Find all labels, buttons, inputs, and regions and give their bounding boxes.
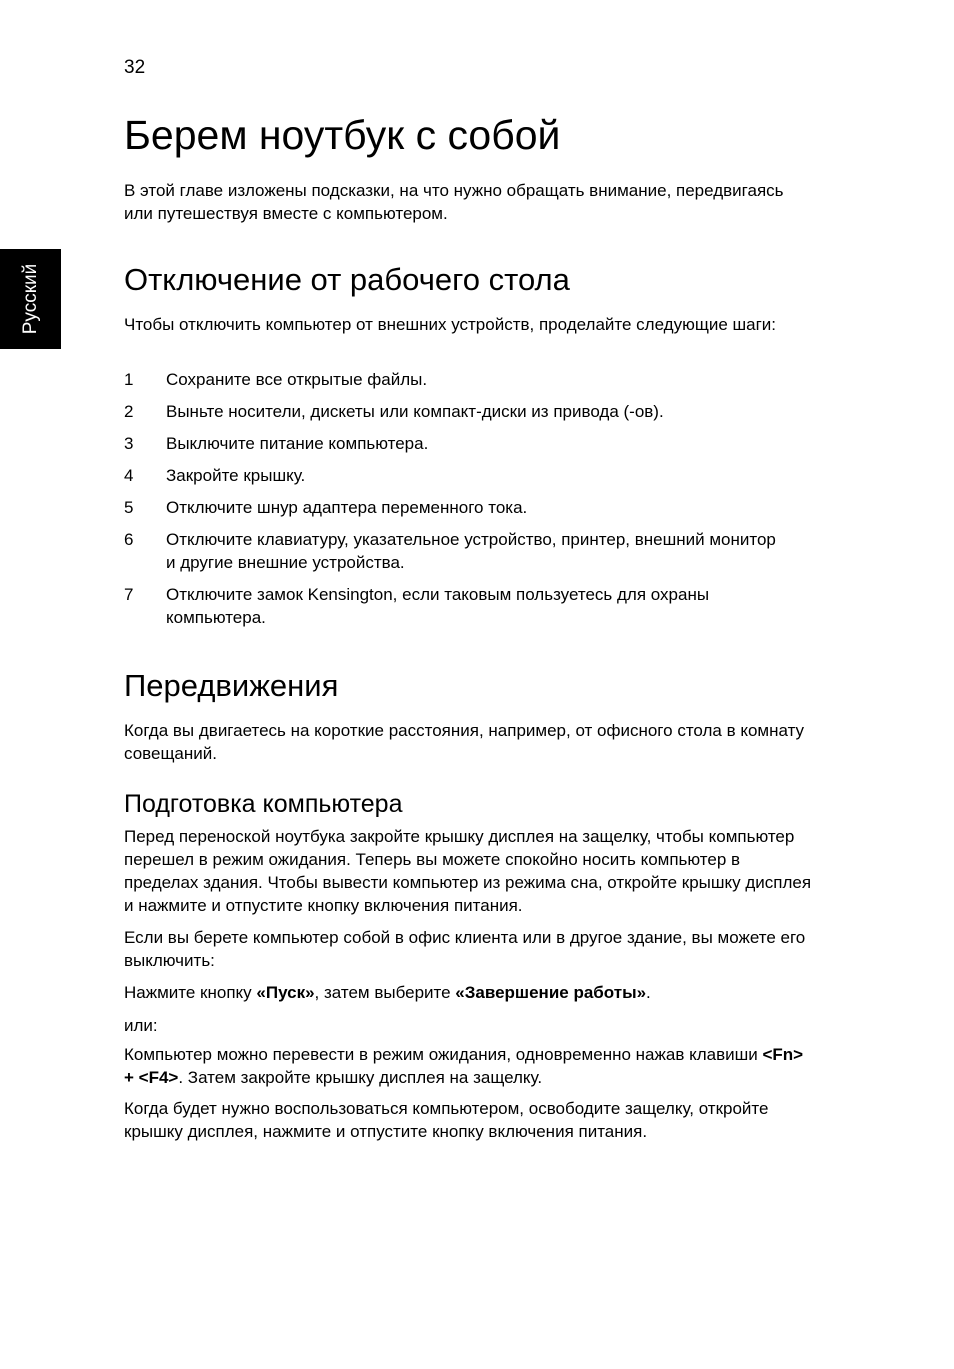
prepare-paragraph-1: Перед переноской ноутбука закройте крышку дисплея на защелку, чтобы компьютер перешел в режим ожидания. Теперь вы можете спокойно носить компьютер в пределах здания. Чтобы вывести компьютер из режима сна, откройте крышку дисплея и нажмите и отпустите кнопку включения питания. bbox=[124, 827, 812, 915]
start-label: «Пуск» bbox=[256, 983, 315, 1002]
list-item bbox=[124, 496, 824, 519]
list-item bbox=[124, 528, 824, 574]
section-heading-moving: Передвижения bbox=[124, 668, 339, 703]
section-heading-disconnect: Отключение от рабочего стола bbox=[124, 262, 570, 297]
list-item bbox=[124, 368, 824, 391]
prepare-paragraph-2: Если вы берете компьютер собой в офис клиента или в другое здание, вы можете его выключить: bbox=[124, 928, 806, 970]
key-combo: <Fn> + <F4> bbox=[124, 1045, 804, 1087]
language-tab-label: Русский bbox=[19, 263, 41, 335]
step-number: 4 bbox=[124, 466, 134, 485]
step-number: 2 bbox=[124, 402, 134, 421]
step-number: 5 bbox=[124, 498, 134, 517]
step-number: 6 bbox=[124, 530, 134, 549]
shutdown-label: «Завершение работы» bbox=[455, 983, 647, 1002]
disconnect-intro: Чтобы отключить компьютер от внешних устройств, проделайте следующие шаги: bbox=[124, 315, 777, 334]
text-run: , затем выберите bbox=[314, 983, 456, 1002]
list-item bbox=[124, 464, 824, 487]
list-item bbox=[124, 400, 824, 423]
step-text: Отключите клавиатуру, указательное устройство, принтер, внешний монитор и другие внешние устройства. bbox=[166, 530, 776, 572]
language-side-tab bbox=[0, 249, 61, 349]
text-run: Компьютер можно перевести в режим ожидания, одновременно нажав клавиши bbox=[124, 1045, 763, 1064]
disconnect-steps-list bbox=[124, 368, 824, 638]
step-text: Отключите замок Kensington, если таковым пользуетесь для охраны компьютера. bbox=[166, 585, 710, 627]
text-run: . bbox=[646, 983, 651, 1002]
prepare-paragraph-3 bbox=[124, 981, 814, 1004]
moving-intro: Когда вы двигаетесь на короткие расстояния, например, от офисного стола в комнату совещаний. bbox=[124, 721, 805, 763]
step-number: 3 bbox=[124, 434, 134, 453]
step-text: Выключите питание компьютера. bbox=[166, 434, 429, 453]
step-text: Отключите шнур адаптера переменного тока. bbox=[166, 498, 528, 517]
step-number: 1 bbox=[124, 370, 134, 389]
step-number: 7 bbox=[124, 585, 134, 604]
subsection-heading-prepare: Подготовка компьютера bbox=[124, 790, 403, 818]
list-item bbox=[124, 432, 824, 455]
text-run: Нажмите кнопку bbox=[124, 983, 257, 1002]
prepare-paragraph-or: или: bbox=[124, 1016, 158, 1035]
step-text: Сохраните все открытые файлы. bbox=[166, 370, 428, 389]
list-item bbox=[124, 583, 824, 629]
text-run: . Затем закройте крышку дисплея на защелку. bbox=[178, 1068, 543, 1087]
step-text: Выньте носители, дискеты или компакт-диски из привода (-ов). bbox=[166, 402, 664, 421]
step-text: Закройте крышку. bbox=[166, 466, 306, 485]
prepare-paragraph-6: Когда будет нужно воспользоваться компьютером, освободите защелку, откройте крышку дисплея, нажмите и отпустите кнопку включения питания. bbox=[124, 1099, 769, 1141]
intro-paragraph: В этой главе изложены подсказки, на что нужно обращать внимание, передвигаясь или путешествуя вместе с компьютером. bbox=[124, 181, 784, 223]
page-title: Берем ноутбук с собой bbox=[124, 112, 561, 158]
page-number: 32 bbox=[124, 57, 146, 78]
prepare-paragraph-5 bbox=[124, 1043, 814, 1089]
